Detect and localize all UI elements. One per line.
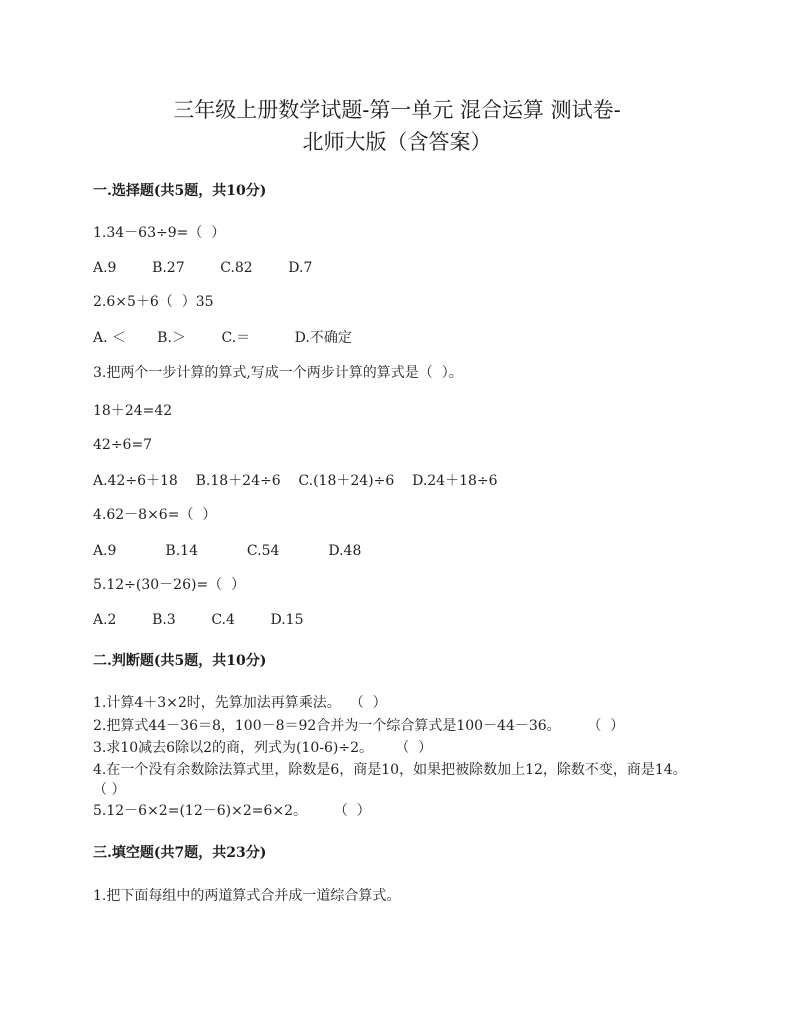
judgment-item-3: 3.求10减去6除以2的商，列式为(10-6)÷2。 （ ） xyxy=(93,740,433,756)
question-3-stem: 3.把两个一步计算的算式,写成一个两步计算的算式是（ ）。 xyxy=(93,365,463,381)
judgment-item-1: 1.计算4＋3×2时，先算加法再算乘法。 （ ） xyxy=(93,695,387,711)
judgment-item-2: 2.把算式44－36＝8，100－8＝92合并为一个综合算式是100－44－36。 （ ） xyxy=(93,718,625,734)
question-4-options: A.9 B.14 C.54 D.48 xyxy=(93,543,362,559)
section-heading-choice: 一.选择题(共5题，共10分) xyxy=(93,183,267,199)
fill-in-question-1: 1.把下面每组中的两道算式合并成一道综合算式。 xyxy=(93,888,401,904)
section-heading-judgment: 二.判断题(共5题，共10分) xyxy=(93,653,267,669)
question-2-options: A. ＜ B.＞ C.＝ D.不确定 xyxy=(93,330,352,346)
question-2-stem: 2.6×5＋6（ ）35 xyxy=(93,294,214,310)
document-title-line1: 三年级上册数学试题-第一单元 混合运算 测试卷- xyxy=(173,98,621,122)
question-1-options: A.9 B.27 C.82 D.7 xyxy=(93,260,313,276)
question-3-equation-1: 18＋24=42 xyxy=(93,403,173,419)
judgment-item-5: 5.12－6×2=(12－6)×2=6×2。 （ ） xyxy=(93,803,371,819)
question-3-options: A.42÷6＋18 B.18＋24÷6 C.(18＋24)÷6 D.24＋18÷6 xyxy=(93,473,498,489)
question-5-options: A.2 B.3 C.4 D.15 xyxy=(93,612,304,628)
question-5-stem: 5.12÷(30－26)=（ ） xyxy=(93,577,246,593)
question-1-stem: 1.34－63÷9=（ ） xyxy=(93,225,226,241)
judgment-item-4: 4.在一个没有余数除法算式里，除数是6，商是10，如果把被除数加上12，除数不变，商是14。 （ ） xyxy=(93,762,687,798)
section-heading-fill-in: 三.填空题(共7题，共23分) xyxy=(93,845,267,861)
question-4-stem: 4.62－8×6=（ ） xyxy=(93,507,217,523)
question-3-equation-2: 42÷6=7 xyxy=(93,437,153,453)
document-title-line2: 北师大版（含答案） xyxy=(302,130,492,154)
